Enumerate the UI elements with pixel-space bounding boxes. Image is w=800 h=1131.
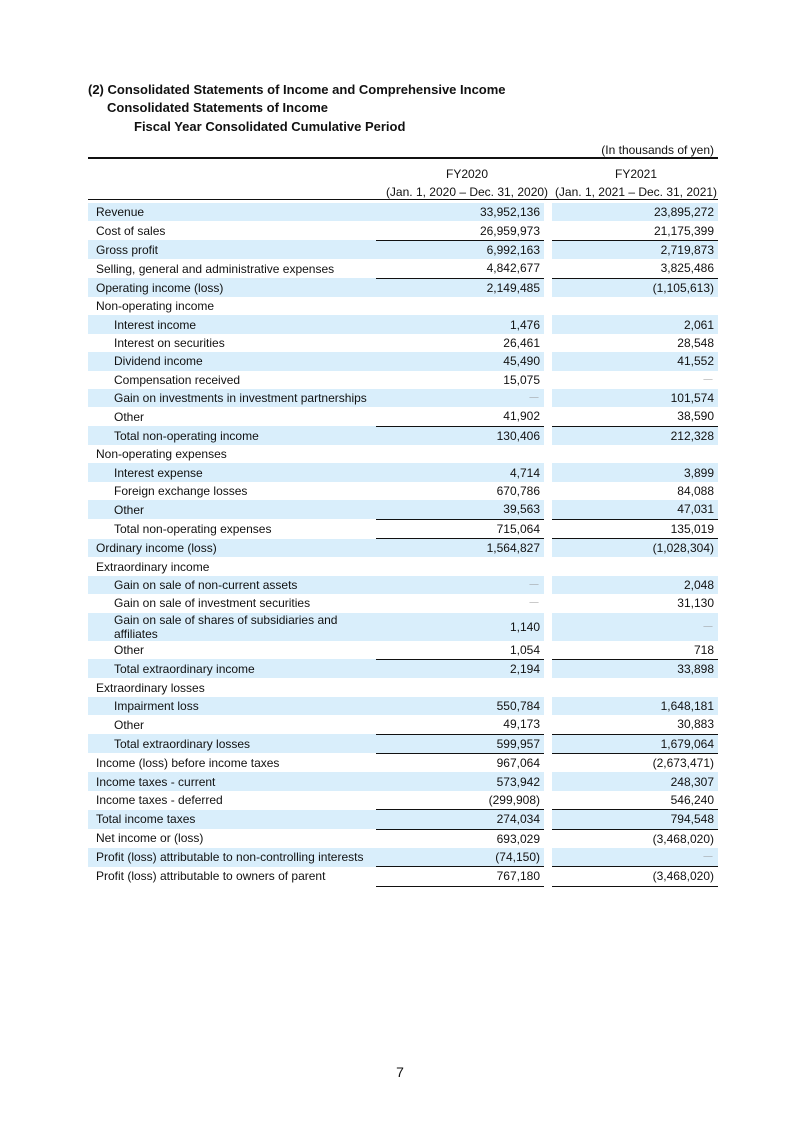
- fy2020-value: 599,957: [376, 734, 544, 753]
- table-row: [88, 426, 718, 445]
- column-gap: [544, 334, 552, 352]
- fy2021-value: (3,468,020): [552, 829, 718, 848]
- section-heading: (2) Consolidated Statements of Income and Comprehensive Income: [88, 82, 506, 97]
- column-gap: [544, 389, 552, 407]
- fy2021-value: 2,061: [552, 315, 718, 333]
- fy2020-value: 693,029: [376, 829, 544, 848]
- fy2020-value: 274,034: [376, 810, 544, 829]
- fy2021-value: 135,019: [552, 519, 718, 538]
- column-gap: [544, 557, 552, 575]
- row-label: Other: [88, 500, 376, 519]
- column-gap: [544, 576, 552, 594]
- fy2021-value: 47,031: [552, 500, 718, 519]
- column-period: (Jan. 1, 2021 – Dec. 31, 2021): [554, 185, 718, 199]
- fy2021-value: (1,105,613): [552, 278, 718, 297]
- column-gap: [544, 829, 552, 848]
- fy2020-value: 2,149,485: [376, 278, 544, 297]
- fy2021-value: 212,328: [552, 426, 718, 445]
- header-rule: [88, 199, 718, 200]
- fy2021-value: －: [552, 848, 718, 867]
- row-label: Non-operating income: [96, 299, 215, 314]
- column-gap: [544, 203, 552, 221]
- fy2020-value: [376, 297, 544, 315]
- fy2021-value: 33,898: [552, 659, 718, 678]
- column-gap: [544, 426, 552, 445]
- fy2020-value: 6,992,163: [376, 240, 544, 259]
- column-gap: [544, 753, 552, 772]
- row-label: Income taxes - deferred: [96, 793, 223, 808]
- row-label: Operating income (loss): [88, 278, 376, 297]
- row-label: Cost of sales: [96, 223, 166, 238]
- table-row: [88, 352, 718, 370]
- fy2020-value: 41,902: [503, 409, 540, 424]
- table-row: [88, 659, 718, 678]
- fy2020-value: [376, 678, 544, 696]
- fy2020-value: 573,942: [376, 772, 544, 790]
- column-gap: [544, 772, 552, 790]
- fy2021-value: [552, 557, 718, 575]
- fy2021-value: 2,048: [552, 576, 718, 594]
- column-gap: [544, 240, 552, 259]
- table-row: [88, 315, 718, 333]
- row-label: Other: [114, 409, 145, 424]
- column-gap: [544, 641, 552, 660]
- fy2020-value: 1,140: [376, 613, 544, 641]
- table-row: [88, 829, 718, 848]
- fy2021-value: 1,679,064: [552, 734, 718, 753]
- fy2020-value: 670,786: [496, 484, 540, 499]
- column-gap: [544, 519, 552, 538]
- fy2021-value: (3,468,020): [552, 867, 718, 886]
- column-gap: [544, 613, 552, 641]
- table-row: [88, 519, 718, 538]
- fy2021-value: [552, 445, 718, 463]
- table-row: [88, 791, 718, 810]
- column-gap: [544, 791, 552, 810]
- row-label: Gain on investments in investment partnerships: [88, 389, 376, 407]
- column-gap: [544, 221, 552, 240]
- row-label: Interest on securities: [114, 335, 225, 350]
- fy2020-value: 550,784: [376, 697, 544, 715]
- fy2021-value: 84,088: [677, 484, 714, 499]
- fy2021-value: [552, 678, 718, 696]
- row-label: Profit (loss) attributable to non-controlling interests: [88, 848, 376, 867]
- fy2020-value: 2,194: [376, 659, 544, 678]
- income-statement-table: [88, 203, 718, 887]
- column-gap: [544, 315, 552, 333]
- column-year: FY2021: [614, 167, 658, 181]
- table-row: [88, 697, 718, 715]
- period-heading: Fiscal Year Consolidated Cumulative Period: [134, 119, 406, 134]
- fy2021-value: －: [701, 372, 714, 387]
- fy2020-value: 767,180: [376, 867, 544, 886]
- row-label: Gross profit: [88, 240, 376, 259]
- fy2020-value: [376, 557, 544, 575]
- column-gap: [544, 463, 552, 481]
- table-row: [88, 371, 718, 389]
- row-label: Total non-operating expenses: [114, 521, 272, 536]
- table-row: [88, 334, 718, 352]
- table-row: [88, 407, 718, 426]
- table-row: [88, 753, 718, 772]
- column-gap: [544, 697, 552, 715]
- row-label: Compensation received: [114, 372, 241, 387]
- fy2021-value: 21,175,399: [653, 223, 714, 238]
- column-header-fy2021: [551, 165, 721, 201]
- fy2020-value: 39,563: [376, 500, 544, 519]
- fy2021-value: 28,548: [677, 335, 714, 350]
- table-row: [88, 734, 718, 753]
- row-label: Gain on sale of non-current assets: [88, 576, 376, 594]
- table-row: [88, 594, 718, 612]
- row-label: Income (loss) before income taxes: [96, 755, 280, 770]
- column-gap: [544, 594, 552, 612]
- row-label: Revenue: [88, 203, 376, 221]
- fy2021-value: 23,895,272: [552, 203, 718, 221]
- row-label: Other: [114, 643, 145, 658]
- column-gap: [544, 678, 552, 696]
- row-label: Total extraordinary losses: [88, 734, 376, 753]
- fy2021-value: [552, 297, 718, 315]
- fy2021-value: －: [552, 613, 718, 641]
- row-label: Profit (loss) attributable to owners of parent: [96, 869, 326, 884]
- fy2020-value: 4,842,677: [486, 261, 540, 276]
- fy2021-value: 1,648,181: [552, 697, 718, 715]
- row-label: Ordinary income (loss): [88, 539, 376, 558]
- column-gap: [544, 482, 552, 500]
- row-label: Gain on sale of shares of subsidiaries and affiliates: [88, 613, 376, 641]
- table-row: [88, 259, 718, 278]
- row-label: Net income or (loss): [96, 831, 204, 846]
- fy2021-value: 794,548: [552, 810, 718, 829]
- row-label: Other: [114, 717, 145, 732]
- table-row: [88, 810, 718, 829]
- fy2020-value: 33,952,136: [376, 203, 544, 221]
- column-gap: [544, 659, 552, 678]
- fy2021-value: 38,590: [677, 409, 714, 424]
- row-label: Impairment loss: [88, 697, 376, 715]
- fy2020-value: 45,490: [376, 352, 544, 370]
- fy2021-value: 41,552: [552, 352, 718, 370]
- table-row: [88, 278, 718, 297]
- page-number: 7: [396, 1064, 404, 1080]
- row-label: Extraordinary income: [96, 559, 210, 574]
- table-row: [88, 848, 718, 867]
- row-label: Interest expense: [88, 463, 376, 481]
- fy2020-value: 4,714: [376, 463, 544, 481]
- column-year: FY2020: [445, 167, 489, 181]
- fy2020-value: 130,406: [376, 426, 544, 445]
- table-row: [88, 203, 718, 221]
- column-gap: [544, 407, 552, 426]
- fy2020-value: (74,150): [376, 848, 544, 867]
- fy2021-value: 30,883: [677, 717, 714, 732]
- fy2020-value: 1,564,827: [376, 539, 544, 558]
- table-row: [88, 500, 718, 519]
- unit-note: (In thousands of yen): [601, 143, 714, 157]
- table-row: [88, 613, 718, 641]
- fy2020-value: 967,064: [376, 753, 544, 772]
- fy2020-value: 26,959,973: [479, 223, 540, 238]
- fy2020-value: －: [376, 576, 544, 594]
- column-gap: [544, 715, 552, 734]
- fy2020-value: [376, 445, 544, 463]
- fy2021-value: 3,899: [552, 463, 718, 481]
- column-gap: [544, 734, 552, 753]
- column-gap: [544, 371, 552, 389]
- fy2021-value: 3,825,486: [660, 261, 714, 276]
- row-label: Dividend income: [88, 352, 376, 370]
- table-row: [88, 576, 718, 594]
- row-label: Gain on sale of investment securities: [114, 596, 311, 611]
- fy2020-value: 49,173: [503, 717, 540, 732]
- fy2021-value: 248,307: [552, 772, 718, 790]
- column-gap: [544, 259, 552, 278]
- table-row: [88, 557, 718, 575]
- table-row: [88, 463, 718, 481]
- fy2020-value: 15,075: [503, 372, 540, 387]
- row-label: Interest income: [88, 315, 376, 333]
- row-label: Foreign exchange losses: [114, 484, 248, 499]
- column-gap: [544, 297, 552, 315]
- row-label: Total non-operating income: [88, 426, 376, 445]
- table-row: [88, 240, 718, 259]
- table-row: [88, 678, 718, 696]
- table-row: [88, 445, 718, 463]
- row-label: Income taxes - current: [88, 772, 376, 790]
- column-period: (Jan. 1, 2020 – Dec. 31, 2020): [385, 185, 549, 199]
- fy2021-value: 31,130: [677, 596, 714, 611]
- fy2020-value: (299,908): [488, 792, 540, 807]
- row-label: Total extraordinary income: [88, 659, 376, 678]
- column-gap: [544, 810, 552, 829]
- column-gap: [544, 500, 552, 519]
- fy2020-value: －: [376, 389, 544, 407]
- fy2020-value: 1,054: [509, 642, 540, 657]
- table-row: [88, 389, 718, 407]
- table-row: [88, 715, 718, 734]
- fy2021-value: (2,673,471): [552, 753, 718, 772]
- fy2021-value: 546,240: [670, 792, 714, 807]
- column-gap: [544, 848, 552, 867]
- table-row: [88, 482, 718, 500]
- table-row: [88, 772, 718, 790]
- row-label: Selling, general and administrative expenses: [96, 261, 335, 276]
- table-row: [88, 221, 718, 240]
- fy2020-value: 26,461: [503, 335, 540, 350]
- fy2021-value: 2,719,873: [552, 240, 718, 259]
- fy2021-value: 101,574: [552, 389, 718, 407]
- column-gap: [544, 278, 552, 297]
- table-row: [88, 297, 718, 315]
- table-row: [88, 539, 718, 558]
- column-gap: [544, 867, 552, 886]
- fy2020-value: －: [527, 596, 540, 611]
- row-label: Total income taxes: [88, 810, 376, 829]
- column-gap: [544, 445, 552, 463]
- fy2020-value: 1,476: [376, 315, 544, 333]
- row-label: Non-operating expenses: [96, 447, 227, 462]
- row-label: Extraordinary losses: [96, 680, 205, 695]
- column-gap: [544, 539, 552, 558]
- table-row: [88, 867, 718, 886]
- fy2020-value: 715,064: [376, 519, 544, 538]
- column-gap: [544, 352, 552, 370]
- table-row: [88, 641, 718, 660]
- top-rule: [88, 157, 718, 159]
- fy2021-value: 718: [693, 642, 714, 657]
- column-header-fy2020: [383, 165, 551, 201]
- statement-heading: Consolidated Statements of Income: [107, 100, 329, 115]
- fy2021-value: (1,028,304): [552, 539, 718, 558]
